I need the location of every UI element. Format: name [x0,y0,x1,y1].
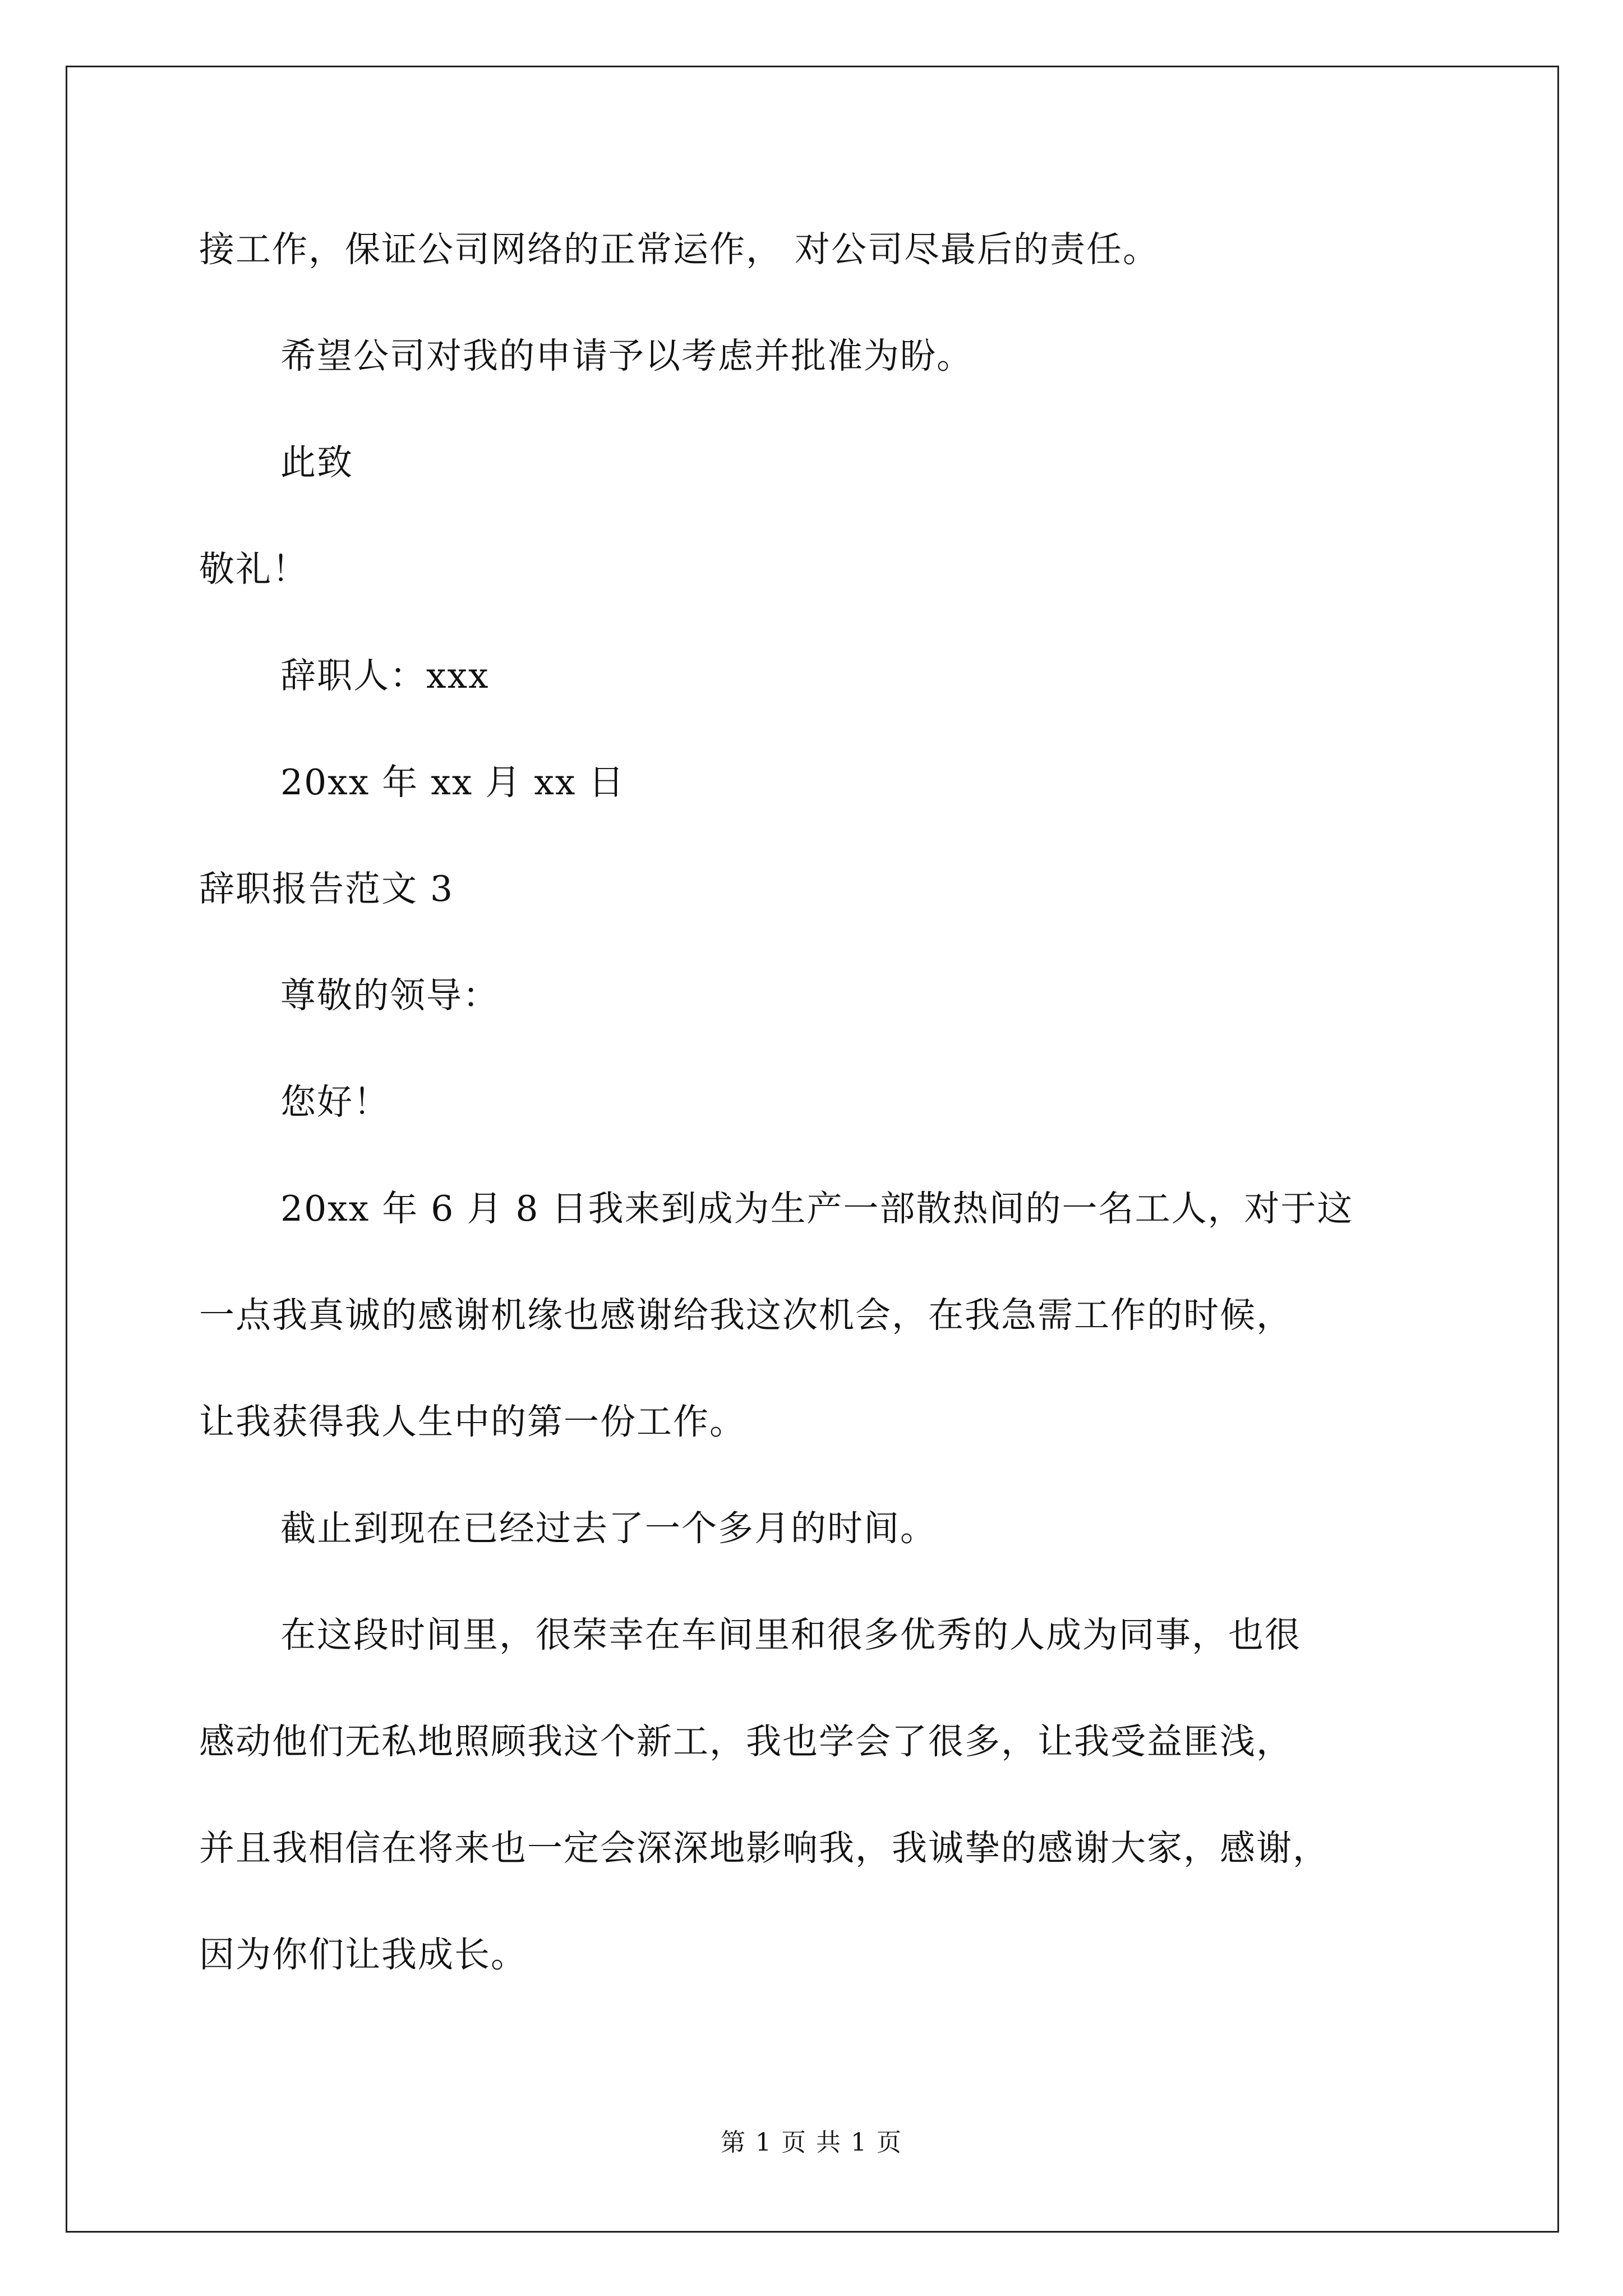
signature-name: 辞职人：xxx [280,655,490,696]
body-line-15: 感动他们无私地照顾我这个新工，我也学会了很多，让我受益匪浅， [199,1721,1293,1762]
body-line-14: 在这段时间里，很荣幸在车间里和很多优秀的人成为同事，也很 [280,1614,1301,1655]
body-line-1: 接工作，保证公司网络的正常运作， 对公司尽最后的责任。 [199,229,1160,270]
body-line-2: 希望公司对我的申请予以考虑并批准为盼。 [280,335,973,376]
body-line-17: 因为你们让我成长。 [199,1934,527,1975]
body-line-12: 让我获得我人生中的第一份工作。 [199,1401,746,1442]
body-line-10: 20xx 年 6 月 8 日我来到成为生产一部散热间的一名工人，对于这 [280,1188,1354,1229]
signature-date: 20xx 年 xx 月 xx 日 [280,762,625,803]
greeting-recipient: 尊敬的领导： [280,975,499,1016]
body-line-16: 并且我相信在将来也一定会深深地影响我，我诚挚的感谢大家，感谢， [199,1828,1329,1869]
greeting-hello: 您好！ [280,1082,390,1122]
body-line-13: 截止到现在已经过去了一个多月的时间。 [280,1508,937,1549]
page-border [66,66,1559,2233]
page-footer: 第 1 页 共 1 页 [721,2128,902,2157]
body-line-11: 一点我真诚的感谢机缘也感谢给我这次机会，在我急需工作的时候， [199,1295,1293,1336]
closing-salutation: 此致 [280,442,353,483]
closing-regards: 敬礼！ [199,549,308,590]
section-title: 辞职报告范文 3 [199,868,454,909]
